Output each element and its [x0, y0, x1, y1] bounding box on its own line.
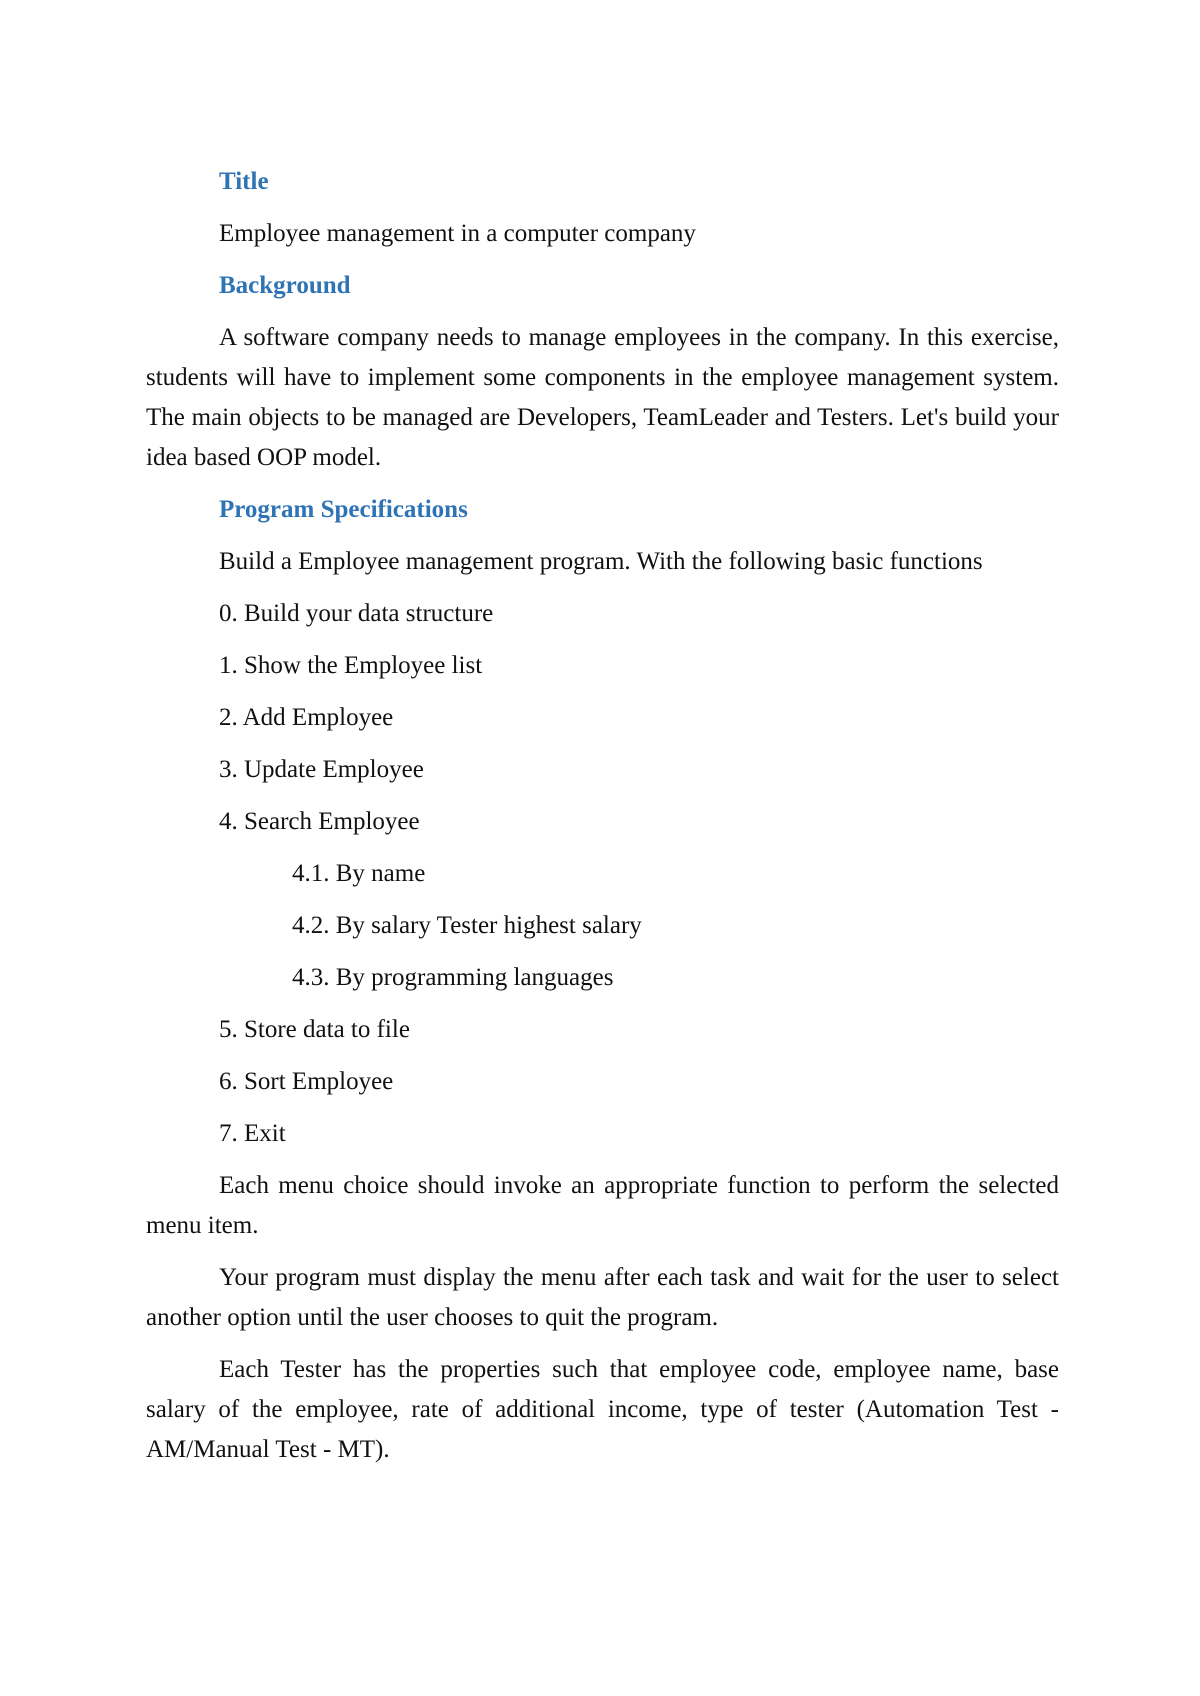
- menu-item-search-employee: 4. Search Employee: [219, 808, 420, 835]
- menu-item-update-employee: 3. Update Employee: [219, 756, 424, 783]
- menu-item-show-employee-list: 1. Show the Employee list: [219, 652, 483, 679]
- display-menu-paragraph: Your program must display the menu after each task and wait for the user to select another option until the user chooses to quit the program.: [146, 1264, 1059, 1331]
- title-heading: Title: [219, 168, 269, 195]
- background-heading: Background: [219, 272, 351, 299]
- menu-item-exit: 7. Exit: [219, 1120, 286, 1147]
- title-text: Employee management in a computer company: [219, 220, 696, 247]
- menu-item-sort-employee: 6. Sort Employee: [219, 1068, 394, 1095]
- menu-subitem-by-salary: 4.2. By salary Tester highest salary: [292, 912, 642, 939]
- tester-properties-paragraph: Each Tester has the properties such that employee code, employee name, base salary of the employee, rate of additional income, type of tester (Automation Test - AM/Manual Test - MT).: [146, 1356, 1059, 1463]
- document-body: [146, 162, 1059, 1482]
- menu-choice-paragraph: Each menu choice should invoke an appropriate function to perform the selected menu item.: [146, 1172, 1059, 1239]
- specifications-intro: Build a Employee management program. With the following basic functions: [219, 548, 983, 575]
- background-paragraph: A software company needs to manage employees in the company. In this exercise, students will have to implement some components in the employee management system. The main objects to be managed are Developers, TeamLeader and Testers. Let's build your idea based OOP model.: [146, 324, 1059, 471]
- menu-subitem-by-programming-languages: 4.3. By programming languages: [292, 964, 614, 991]
- program-specifications-heading: Program Specifications: [219, 496, 468, 523]
- menu-item-store-data: 5. Store data to file: [219, 1016, 410, 1043]
- menu-subitem-by-name: 4.1. By name: [292, 860, 426, 887]
- menu-item-build-data-structure: 0. Build your data structure: [219, 600, 494, 627]
- menu-item-add-employee: 2. Add Employee: [219, 704, 394, 731]
